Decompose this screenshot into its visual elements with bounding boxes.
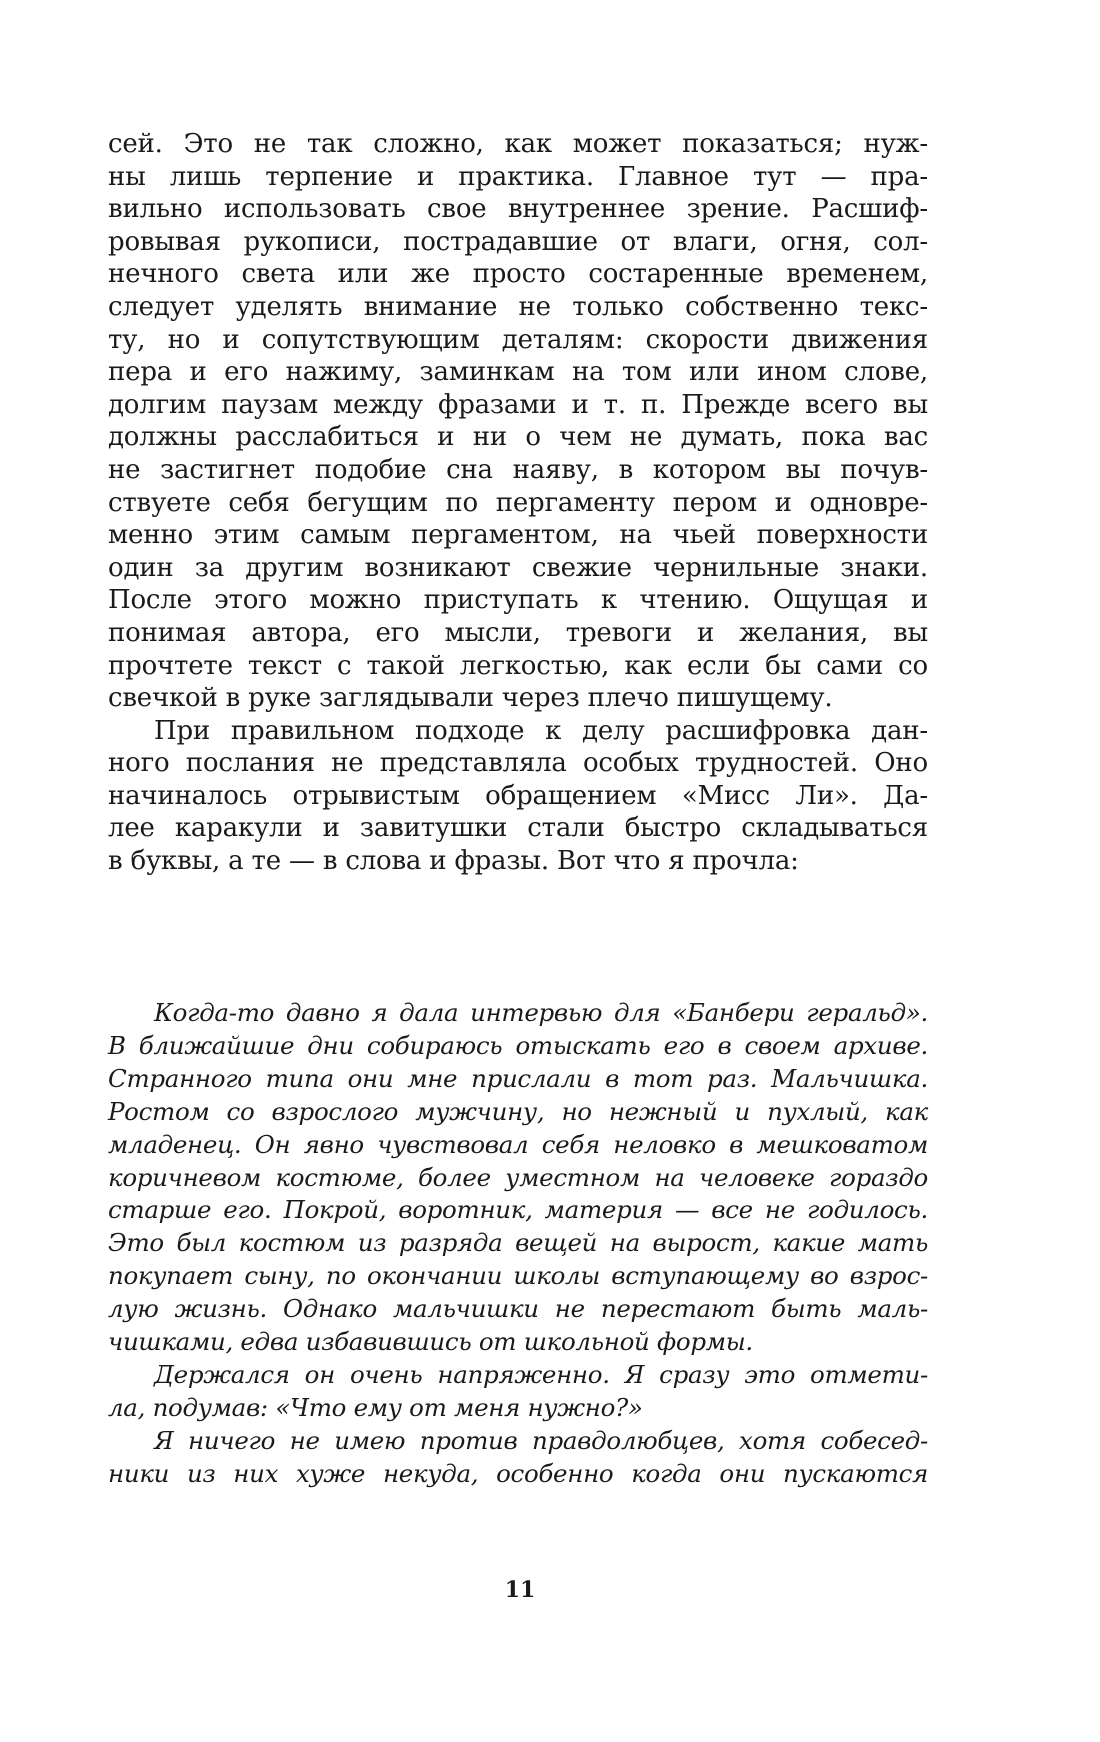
text-line: следует уделять внимание не только собственно текс- — [108, 291, 928, 322]
text-line: чишками, едва избавившись от школьной формы. — [108, 1327, 753, 1357]
text-line: ла, подумав: «Что ему от меня нужно?» — [108, 1392, 643, 1422]
text-line: долгим паузам между фразами и т. п. Прежде всего вы — [108, 389, 928, 420]
text-line: Ростом со взрослого мужчину, но нежный и пухлый, как — [108, 1096, 928, 1126]
text-line: Это был костюм из разряда вещей на вырост, какие мать — [108, 1228, 928, 1258]
text-line: старше его. Покрой, воротник, материя — все не годилось. — [108, 1195, 928, 1225]
text-line: коричневом костюме, более уместном на человеке гораздо — [108, 1162, 928, 1192]
text-line: Странного типа они мне прислали в тот раз. Мальчишка. — [108, 1063, 928, 1093]
text-line: лую жизнь. Однако мальчишки не перестают быть маль- — [108, 1294, 928, 1324]
text-line: начиналось отрывистым обращением «Мисс Ли». Да- — [108, 780, 928, 811]
text-line: нечного света или же просто состаренные временем, — [108, 259, 928, 290]
text-line: понимая автора, его мысли, тревоги и желания, вы — [108, 617, 928, 648]
text-line: В ближайшие дни собираюсь отыскать его в своем архиве. — [108, 1030, 928, 1060]
narrative-paragraph — [108, 715, 928, 878]
text-line: покупает сыну, по окончании школы вступающему во взрос- — [108, 1261, 928, 1291]
text-line: ного послания не представляла особых трудностей. Оно — [108, 748, 928, 779]
narrative-text — [108, 128, 928, 878]
text-line: ровывая рукописи, пострадавшие от влаги, огня, сол- — [108, 226, 928, 257]
text-line: лее каракули и завитушки стали быстро складываться — [108, 813, 928, 844]
letter-paragraph — [108, 1425, 928, 1491]
narrative-paragraph — [108, 128, 928, 715]
text-line: Держался он очень напряженно. Я сразу это отмети- — [154, 1359, 928, 1389]
text-line: ники из них хуже некуда, особенно когда они пускаются — [108, 1458, 928, 1488]
text-line: прочтете текст с такой легкостью, как если бы сами со — [108, 650, 928, 681]
text-line: должны расслабиться и ни о чем не думать, пока вас — [108, 422, 928, 453]
text-line: пера и его нажиму, заминкам на том или ином слове, — [108, 357, 928, 388]
text-line: После этого можно приступать к чтению. Ощущая и — [108, 585, 928, 616]
text-line: Когда-то давно я дала интервью для «Банбери геральд». — [154, 998, 928, 1027]
letter-paragraph — [108, 997, 928, 1359]
letter-paragraph — [108, 1359, 928, 1425]
text-line: ны лишь терпение и практика. Главное тут — пра- — [108, 161, 928, 192]
text-line: сей. Это не так сложно, как может показаться; нуж- — [108, 129, 928, 159]
text-line: менно этим самым пергаментом, на чьей поверхности — [108, 520, 928, 551]
page-number: 11 — [504, 1577, 536, 1603]
text-line: вильно использовать свое внутреннее зрение. Расшиф- — [108, 194, 928, 225]
text-line: не застигнет подобие сна наяву, в котором вы почув- — [108, 454, 928, 485]
text-line: младенец. Он явно чувствовал себя неловко в мешковатом — [108, 1129, 928, 1159]
text-line: один за другим возникают свежие чернильные знаки. — [108, 552, 928, 583]
text-line: свечкой в руке заглядывали через плечо пишущему. — [108, 683, 833, 714]
text-line: При правильном подходе к делу расшифровка дан- — [154, 715, 928, 746]
text-line: в буквы, а те — в слова и фразы. Вот что я прочла: — [108, 846, 799, 877]
text-line: ту, но и сопутствующим деталям: скорости движения — [108, 324, 928, 355]
text-line: ствуете себя бегущим по пергаменту пером и одновре- — [108, 487, 928, 518]
letter-text — [108, 997, 928, 1491]
text-line: Я ничего не имею против правдолюбцев, хотя собесед- — [154, 1425, 928, 1455]
